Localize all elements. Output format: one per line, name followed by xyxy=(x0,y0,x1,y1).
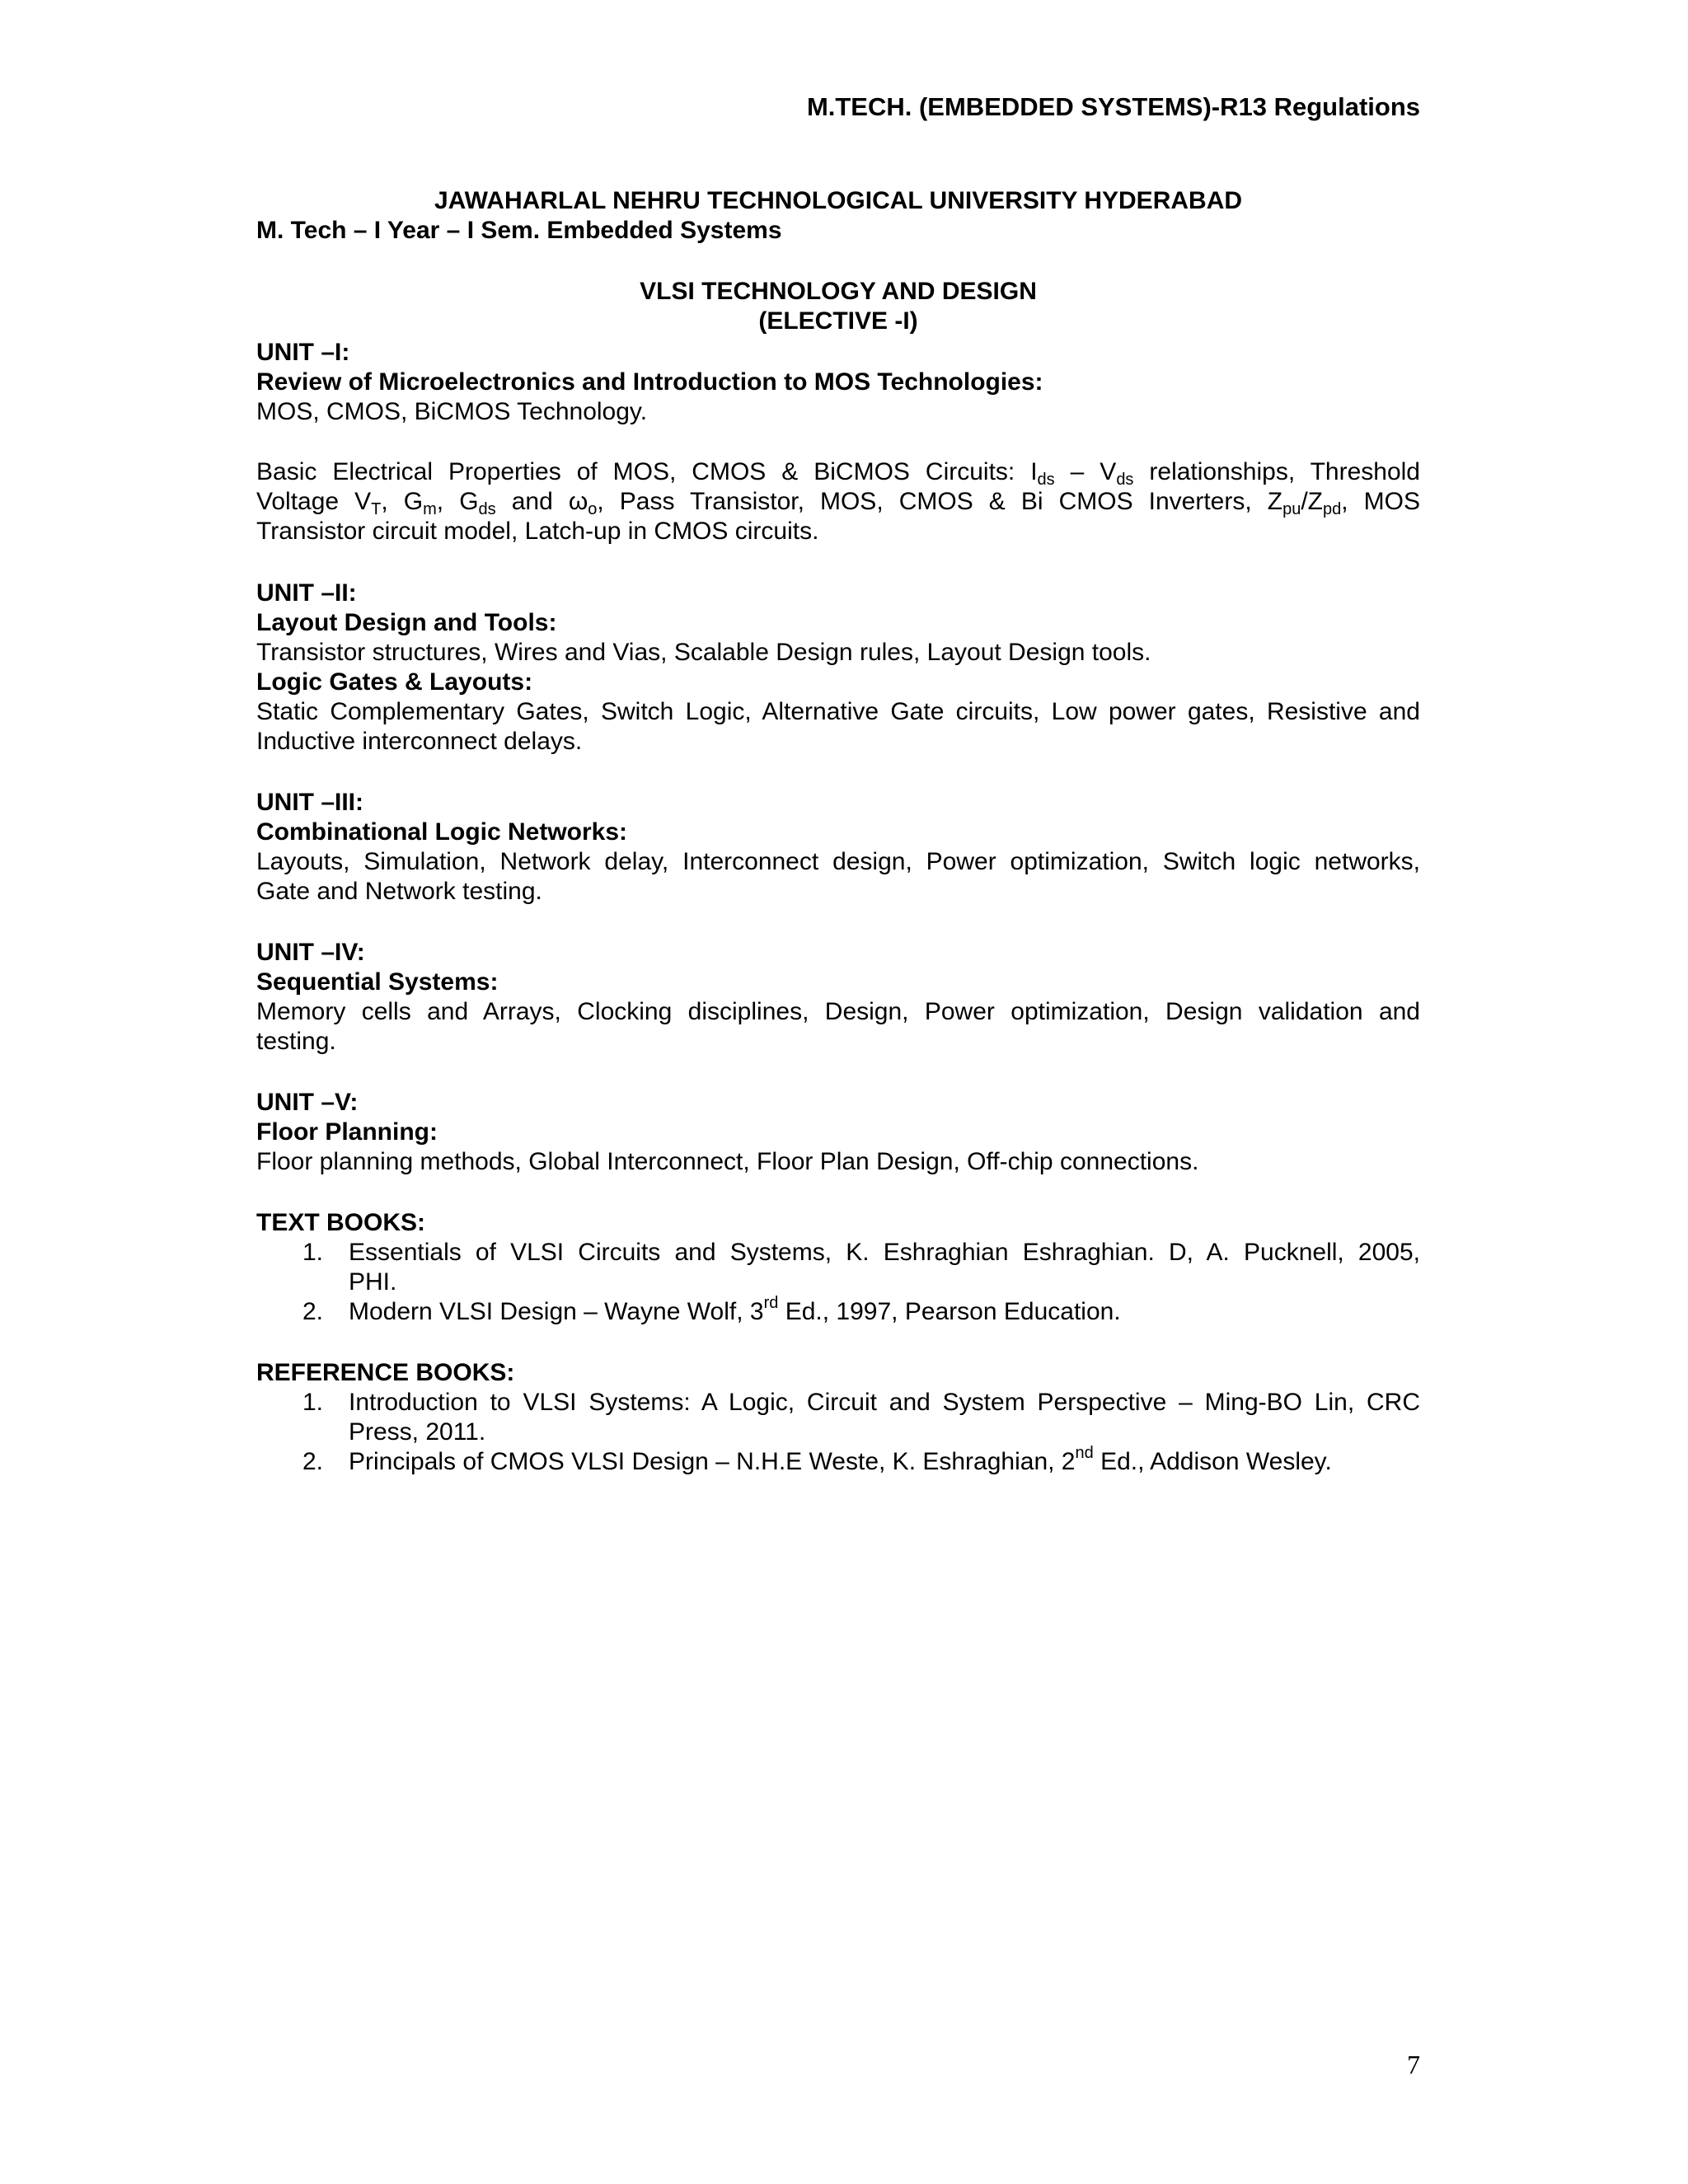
superscript: nd xyxy=(1075,1444,1094,1462)
text-books-heading: TEXT BOOKS: xyxy=(256,1209,426,1236)
subscript: m xyxy=(423,500,437,518)
text-run: Modern VLSI Design – Wayne Wolf, 3 xyxy=(349,1298,764,1325)
subscript: ds xyxy=(1037,471,1055,489)
subscript: ds xyxy=(478,500,496,518)
subscript: pd xyxy=(1323,500,1342,518)
page-number: 7 xyxy=(1407,2050,1420,2079)
subscript: pu xyxy=(1282,500,1301,518)
text-run: – V xyxy=(1054,458,1117,485)
list-number: 2. xyxy=(302,1298,324,1325)
unit1-paragraph-line2 xyxy=(256,487,1420,517)
unit4-sub1: Sequential Systems: xyxy=(256,968,499,996)
unit1-paragraph-line3: Transistor circuit model, Latch-up in CMOS circuits. xyxy=(256,518,819,545)
unit3-heading: UNIT –III: xyxy=(256,789,364,816)
unit4-text1a: Memory cells and Arrays, Clocking disciplines, Design, Power optimization, Design validation and xyxy=(256,998,1420,1025)
list-number: 1. xyxy=(302,1239,324,1266)
text-run: , G xyxy=(381,488,424,515)
university-name: JAWAHARLAL NEHRU TECHNOLOGICAL UNIVERSITY HYDERABAD xyxy=(434,187,1243,214)
unit2-text2b: Inductive interconnect delays. xyxy=(256,728,583,755)
unit3-sub1: Combinational Logic Networks: xyxy=(256,818,628,846)
unit4-text1b: testing. xyxy=(256,1028,336,1055)
list-item-text: Essentials of VLSI Circuits and Systems, K. Eshraghian Eshraghian. D, A. Pucknell, 2005, xyxy=(349,1239,1420,1266)
unit1-heading: UNIT –I: xyxy=(256,339,350,366)
unit5-sub1: Floor Planning: xyxy=(256,1118,438,1146)
unit3-text1b: Gate and Network testing. xyxy=(256,878,542,905)
subscript: T xyxy=(371,500,382,518)
subscript: ds xyxy=(1116,471,1134,489)
subject-title: VLSI TECHNOLOGY AND DESIGN xyxy=(640,278,1037,305)
text-run: Ed., Addison Wesley. xyxy=(1093,1448,1332,1475)
unit2-text2a: Static Complementary Gates, Switch Logic, Alternative Gate circuits, Low power gates, Resistive and xyxy=(256,698,1420,725)
text-run: , G xyxy=(436,488,479,515)
subscript: o xyxy=(588,500,598,518)
unit3-text1a: Layouts, Simulation, Network delay, Interconnect design, Power optimization, Switch logic networks, xyxy=(256,848,1420,875)
list-item-text: PHI. xyxy=(349,1268,397,1296)
list-item-text: Press, 2011. xyxy=(349,1418,486,1446)
superscript: rd xyxy=(763,1294,779,1312)
unit5-text1: Floor planning methods, Global Interconnect, Floor Plan Design, Off-chip connections. xyxy=(256,1148,1199,1175)
text-run: Ed., 1997, Pearson Education. xyxy=(778,1298,1121,1325)
text-run: and ω xyxy=(495,488,588,515)
list-item-text xyxy=(349,1294,1420,1327)
text-run: Principals of CMOS VLSI Design – N.H.E Weste, K. Eshraghian, 2 xyxy=(349,1448,1076,1475)
text-run: , Pass Transistor, MOS, CMOS & Bi CMOS Inverters, Z xyxy=(597,488,1283,515)
unit2-text1: Transistor structures, Wires and Vias, Scalable Design rules, Layout Design tools. xyxy=(256,639,1151,666)
unit1-paragraph-line1 xyxy=(256,457,1420,487)
unit4-heading: UNIT –IV: xyxy=(256,939,365,966)
text-run: Basic Electrical Properties of MOS, CMOS & BiCMOS Circuits: I xyxy=(256,458,1038,485)
list-number: 1. xyxy=(302,1389,324,1416)
subject-elective: (ELECTIVE -I) xyxy=(758,307,918,335)
unit2-heading: UNIT –II: xyxy=(256,579,357,607)
unit5-heading: UNIT –V: xyxy=(256,1089,359,1116)
unit2-sub1: Layout Design and Tools: xyxy=(256,609,557,636)
list-item-text: Introduction to VLSI Systems: A Logic, Circuit and System Perspective – Ming-BO Lin, CRC xyxy=(349,1389,1420,1416)
text-run: relationships, Threshold xyxy=(1133,458,1420,485)
text-run: /Z xyxy=(1301,488,1323,515)
text-run: , MOS xyxy=(1341,488,1420,515)
unit2-sub2: Logic Gates & Layouts: xyxy=(256,668,533,696)
list-number: 2. xyxy=(302,1448,324,1475)
text-run: Voltage V xyxy=(256,488,372,515)
unit1-line1: MOS, CMOS, BiCMOS Technology. xyxy=(256,398,648,425)
unit1-subheading: Review of Microelectronics and Introduction to MOS Technologies: xyxy=(256,368,1043,396)
running-header: M.TECH. (EMBEDDED SYSTEMS)-R13 Regulations xyxy=(806,92,1420,121)
course-line: M. Tech – I Year – I Sem. Embedded Systems xyxy=(256,217,782,244)
list-item-text xyxy=(349,1444,1420,1477)
reference-books-heading: REFERENCE BOOKS: xyxy=(256,1359,515,1386)
